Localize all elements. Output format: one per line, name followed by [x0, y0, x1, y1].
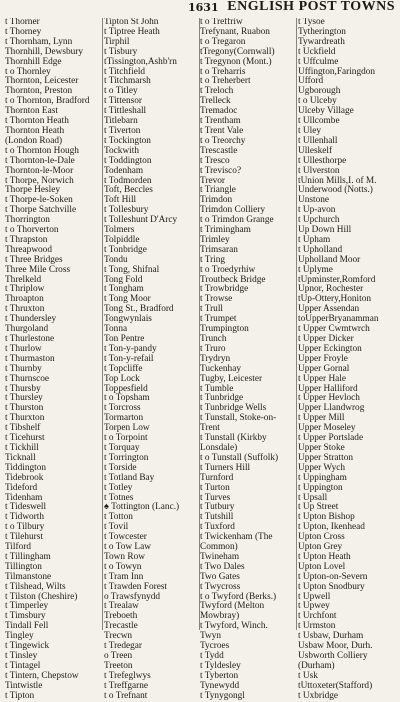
town-entry: t Upper Dicker [298, 334, 354, 344]
town-entry: Thornton-le-Moor [5, 165, 74, 176]
town-entry: t Ton-y-refail [104, 353, 154, 364]
town-entry: Trimdon [200, 195, 233, 206]
town-entry: t Twyford, Winch. [200, 621, 268, 632]
town-entry: t Urmston [298, 621, 336, 632]
town-entry: t Upper Portslade [298, 433, 364, 444]
town-entry: Upper Moseley [298, 423, 356, 434]
town-entry: Tremadoc [200, 106, 238, 117]
town-entry: t Torcross [104, 403, 141, 414]
town-entry: t Ullenhall [298, 135, 338, 146]
town-entry: t Tillingham [5, 551, 51, 562]
town-entry: Trumpington [200, 324, 249, 335]
town-column-1 [5, 18, 104, 702]
town-entry: t Upton Snodbury [298, 581, 365, 592]
town-entry: Torpen Low [104, 423, 150, 434]
town-entry: Top Lock [104, 373, 140, 384]
town-entry: t Thundersley [5, 314, 57, 325]
town-entry: Upper Stoke [298, 442, 345, 453]
town-entry: t Upsall [298, 492, 328, 503]
town-entry: t Tovil [104, 522, 129, 533]
town-entry: Tongwynlais [104, 314, 152, 325]
town-entry: t Upwey [298, 601, 330, 612]
town-entry: Toft Hill [104, 195, 137, 206]
town-entry: Todenham [104, 165, 144, 176]
town-entry: Upper Wych [298, 462, 346, 473]
town-entry: Upton Cross [298, 532, 345, 543]
town-entry: Tolmers [104, 225, 135, 236]
town-entry: t Thorney [5, 26, 42, 37]
town-entry: Ugborough [298, 86, 341, 97]
town-entry: t Tintagel [5, 660, 41, 671]
town-entry: t Uppington [298, 482, 343, 493]
town-entry: t Trowse [200, 294, 233, 305]
town-entry: Common) [200, 542, 238, 553]
town-entry: t Thorner [5, 18, 40, 27]
town-entry: Thornton East [5, 106, 58, 117]
town-entry: t Thurnby [5, 363, 42, 374]
town-entry: Thornhill, Dewsbury [5, 46, 83, 57]
town-entry: Trunch [200, 334, 227, 344]
town-entry: t Thornham, Lynn [5, 36, 73, 47]
town-entry: t Thurlestone [5, 334, 55, 344]
town-entry: t Trimingham [200, 225, 251, 236]
town-entry: Thorrington [5, 215, 50, 226]
town-entry: t Trull [200, 304, 224, 315]
town-entry: t Ullcombe [298, 116, 340, 127]
town-entry: t Uxbridge [298, 690, 339, 701]
town-entry: Three Mile Cross [5, 264, 71, 275]
town-entry: Tockwith [104, 145, 139, 156]
town-entry: Upnor, Rochester [298, 284, 364, 295]
town-entry: t Tilston (Cheshire) [5, 591, 78, 602]
town-entry: t o Treorchy [200, 135, 246, 146]
town-entry: t Tiverton [104, 125, 141, 136]
town-entry: t o Torpoint [104, 433, 148, 444]
town-entry: o Trawsfynydd [104, 591, 161, 602]
town-entry: Tiddington [5, 462, 46, 473]
town-entry: t Totland Bay [104, 472, 155, 483]
town-entry: t Upholland [298, 244, 343, 255]
town-entry: t Uckfield [298, 46, 336, 57]
town-entry: t Upper Hevloch [298, 393, 360, 404]
town-entry: t Tickhill [5, 442, 39, 453]
town-entry: Upper Froyle [298, 353, 348, 364]
town-entry: t Up-avon [298, 205, 336, 216]
town-entry: t Tunbridge [200, 393, 244, 404]
town-entry: Uffington,Faringdon [298, 66, 376, 77]
town-entry: t o Thornley [5, 66, 51, 77]
town-entry: t o Troedyrhiw [200, 264, 256, 275]
town-entry: t Thursley [5, 393, 43, 404]
town-entry: Mowbray) [200, 611, 240, 622]
town-entry: Tipton St John [104, 18, 159, 27]
town-entry: t Tongham [104, 284, 144, 295]
town-entry: Ulleskelf [298, 145, 333, 156]
town-entry: Tidebrook [5, 472, 44, 483]
town-entry: t Upham [298, 234, 331, 245]
town-entry: o Treen [104, 651, 133, 661]
town-entry: Tonna [104, 324, 128, 335]
town-entry: Throapton [5, 294, 44, 305]
town-entry: (Durham) [298, 660, 335, 671]
town-entry: t Treloch [200, 86, 234, 97]
town-entry: t Uplyme [298, 264, 333, 275]
town-entry: t Tinsley [5, 651, 38, 661]
town-entry: t Uppingham [298, 472, 347, 483]
town-entry: t Three Bridges [5, 254, 63, 265]
town-entry: t Tiptree Heath [104, 26, 160, 37]
town-entry: t Upton Heath [298, 551, 351, 562]
town-entry: Trefynant, Ruabon [200, 26, 270, 37]
town-entry: t Totnes [104, 492, 134, 503]
town-entry: t Tockington [104, 135, 151, 146]
town-entry: Up Down Hill [298, 225, 352, 236]
town-entry: t Trawden Forest [104, 581, 168, 592]
town-entry: t Up Street [298, 502, 339, 513]
town-entry: t Turton [200, 482, 230, 493]
town-entry: t Upchurch [298, 215, 340, 226]
town-entry: Ton Pentre [104, 334, 145, 344]
town-entry: t Tidworth [5, 512, 45, 523]
town-entry: t Tong Moor [104, 294, 151, 305]
town-entry: t Upper Mill [298, 413, 345, 424]
town-entry: Thornton Heath [5, 125, 65, 136]
town-entry: Tideford [5, 482, 38, 493]
town-entry: t Tyldesley [200, 660, 241, 671]
town-entry: t Trowbridge [200, 284, 249, 295]
town-entry: t Tong, Shifnal [104, 264, 160, 275]
town-entry: Twyford (Melton [200, 601, 265, 612]
town-entry: t Thorpe, Norwich [5, 175, 74, 186]
town-entry: t Tysoe [298, 18, 325, 27]
town-entry: Titlebarn [104, 116, 138, 127]
town-entry: t Upton-on-Severn [298, 571, 368, 582]
town-entry: t Tilshead, Wilts [5, 581, 66, 592]
town-entry: Treeton [104, 660, 133, 671]
town-entry: Twyn [200, 631, 222, 642]
town-entry: t Tunbridge Wells [200, 403, 267, 414]
town-entry: t o Tow Law [104, 542, 151, 553]
town-entry: t o Tilbury [5, 522, 45, 533]
town-column-2 [104, 18, 199, 702]
town-entry: t Thruxton [5, 304, 45, 315]
town-entry: Upper Llandwrog [298, 403, 365, 414]
town-entry: Trescastle [200, 145, 238, 156]
town-entry: Threlkeld [5, 274, 42, 285]
town-entry: t Trumpet [200, 314, 237, 325]
town-entry: t Timsbury [5, 611, 46, 622]
town-entry: Threapwood [5, 244, 52, 255]
town-entry: t Tynygongl [200, 690, 245, 701]
town-entry: t Tipton [5, 690, 35, 701]
town-entry: t Tring [200, 254, 226, 265]
town-entry: t Todmorden [104, 175, 152, 186]
town-entry: Toppesfield [104, 383, 148, 394]
town-entry: Thornton, Preston [5, 86, 73, 97]
town-entry: t Uley [298, 125, 321, 136]
town-entry: t Tutshill [200, 512, 234, 523]
town-entry: t Ticehurst [5, 433, 45, 444]
town-entry: t Towcester [104, 532, 147, 543]
town-entry: Turnford [200, 472, 234, 483]
town-column-3 [200, 18, 297, 702]
town-entry: t Tisbury [104, 46, 138, 57]
town-entry: t Upwell [298, 591, 331, 602]
town-entry: Trimdon Colliery [200, 205, 266, 216]
town-entry: Twineham [200, 551, 240, 562]
town-entry: t Tingewick [5, 641, 50, 652]
town-entry: t Titchfield [104, 66, 146, 77]
town-entry: (London Road) [5, 135, 63, 146]
town-entry: t Thurxton [5, 413, 45, 424]
town-entry: Trecastle [104, 621, 138, 632]
town-entry: t Topcliffe [104, 363, 143, 374]
town-entry: t Twickenham (The [200, 532, 273, 543]
page-number: 1631 [188, 1, 219, 14]
town-entry: t Thriplow [5, 284, 45, 295]
town-entry: Thurgoland [5, 324, 49, 335]
town-entry: t Urchfont [298, 611, 337, 622]
town-entry: t Two Dales [200, 561, 245, 572]
town-entry: t Turves [200, 492, 231, 503]
town-entry: t Tideswell [5, 502, 47, 513]
town-entry: t o Thorverton [5, 225, 59, 236]
town-entry: t Torquay [104, 442, 140, 453]
town-entry: t Tibshelf [5, 423, 41, 434]
town-entry: t Treffgarne [104, 680, 148, 691]
town-entry: Usbaw Moor, Durh. [298, 641, 373, 652]
town-entry: Upper Assendan [298, 304, 360, 315]
town-entry: t Tydd [200, 651, 224, 661]
town-entry: Underwood (Notts.) [298, 185, 373, 196]
town-entry: t Upton Bishop [298, 512, 355, 523]
town-entry: Trent [200, 423, 220, 434]
town-entry: tUpminster,Romford [298, 274, 376, 285]
town-entry: t Thorpe Satchville [5, 205, 77, 216]
town-entry: t Tittleshall [104, 106, 147, 117]
town-entry: Trevor [200, 175, 225, 186]
town-entry: t Thornton-le-Dale [5, 155, 75, 166]
town-entry: t o Treherbert [200, 76, 251, 87]
town-entry: t o Tregaron [200, 36, 246, 47]
town-entry: Trimley [200, 234, 230, 245]
town-entry: Upton Lovel [298, 561, 346, 572]
town-entry: Trimsaran [200, 244, 238, 255]
town-entry: t o Topsham [104, 393, 150, 404]
town-entry: Usbworth Colliery [298, 651, 368, 661]
town-entry: Tintwistle [5, 680, 43, 691]
town-entry: t Totton [104, 512, 133, 523]
town-entry: Upton Grey [298, 542, 343, 553]
town-entry: Tormarton [104, 413, 144, 424]
town-entry: Trecwn [104, 631, 133, 642]
town-entry: Tillington [5, 561, 42, 572]
town-entry: Tingley [5, 631, 34, 642]
town-entry: Upper Stratton [298, 452, 353, 463]
town-entry: t o Thornton Hough [5, 145, 79, 156]
town-entry: t Tresco [200, 155, 230, 166]
town-entry: ♠ Tottington (Lanc.) [104, 502, 180, 513]
town-entry: t Tutbury [200, 502, 235, 513]
town-entry: t Trentham [200, 116, 241, 127]
town-entry: t Trevisco? [200, 165, 242, 176]
town-entry: Tidenham [5, 492, 43, 503]
town-entry: Tilmanstone [5, 571, 52, 582]
town-entry: t Usbaw, Durham [298, 631, 364, 642]
town-entry: t Tregynon (Mont.) [200, 56, 272, 67]
town-entry: Two Gates [200, 571, 240, 582]
town-entry: Trelleck [200, 96, 231, 107]
town-entry: t Tuxford [200, 522, 235, 533]
town-entry: t Truro [200, 343, 226, 354]
town-entry: t Thurmaston [5, 353, 55, 364]
town-entry: t Uffculme [298, 56, 339, 67]
town-entry: t o Ulceby [298, 96, 337, 107]
town-entry: t Tonbridge [104, 244, 147, 255]
town-entry: t o Treharris [200, 66, 246, 77]
town-entry: t Thrapston [5, 234, 48, 245]
page-title: ENGLISH POST TOWNS [227, 0, 395, 14]
town-entry: t Trealaw [104, 601, 139, 612]
town-entry: t Ton-y-pandy [104, 343, 157, 354]
town-entry: t Upper Hale [298, 373, 347, 384]
town-entry: Tugby, Leicester [200, 373, 263, 384]
town-entry: t o Thornton, Bradford [5, 96, 90, 107]
town-entry: Tirphil [104, 36, 130, 47]
town-entry: t o Trimdon Grange [200, 215, 274, 226]
town-entry: Thorpe Hesley [5, 185, 60, 196]
town-entry: t Twycross [200, 581, 241, 592]
town-entry: Tywardreath [298, 36, 345, 47]
town-entry: t o Twyford (Berks.) [200, 591, 277, 602]
town-entry: Upper Halliford [298, 383, 358, 394]
town-entry: Tilford [5, 542, 32, 553]
town-entry: Upholland Moor [298, 254, 361, 265]
town-entry: Thornton, Leicester [5, 76, 79, 87]
town-entry: Treboeth [104, 611, 138, 622]
town-entry: tUttoxeter(Stafford) [298, 680, 373, 691]
town-entry: t Upton, Ikenhead [298, 522, 365, 533]
town-entry: Upper Eckington [298, 343, 362, 354]
town-entry: Tytherington [298, 26, 346, 37]
town-entry: tUnion Mills,I. of M. [298, 175, 377, 186]
town-entry: Toft, Beccles [104, 185, 153, 196]
town-entry: Thornhill Edge [5, 56, 62, 67]
town-entry: t Tittensor [104, 96, 142, 107]
town-entry: Tong St., Bradford [104, 304, 174, 315]
town-entry: t Upper Cwmtwrch [298, 324, 370, 335]
town-entry: Ufford [298, 76, 324, 87]
town-entry: Tindall Fell [5, 621, 49, 632]
town-entry: Tycroes [200, 641, 230, 652]
town-entry: Upper Gornal [298, 363, 350, 374]
town-entry: t Totley [104, 482, 133, 493]
town-entry: t Triangle [200, 185, 236, 196]
town-entry: t Torrington [104, 452, 149, 463]
town-entry: Ulceby Village [298, 106, 354, 117]
town-entry: Lonsdale) [200, 442, 238, 453]
town-entry: t Tollesbury [104, 205, 149, 216]
town-entry: Ticknall [5, 452, 36, 463]
town-entry: t Tram Inn [104, 571, 144, 582]
page-header [0, 0, 400, 18]
town-entry: t o Titley [104, 86, 138, 97]
town-entry: t Usk [298, 670, 318, 681]
town-entry: t Ulverston [298, 165, 340, 176]
town-entry: t Ullesthorpe [298, 155, 347, 166]
town-entry: t o Treffriw [200, 18, 243, 27]
town-entry: Tynewydd [200, 680, 240, 691]
town-entry: t Thursby [5, 383, 41, 394]
town-entry: t Tumble [200, 383, 234, 394]
town-entry: t Thorpe-le-Soken [5, 195, 73, 206]
town-entry: t Tintern, Chepstow [5, 670, 79, 681]
town-entry: t o Trefnant [104, 690, 148, 701]
town-entry: t o Towyn [104, 561, 142, 572]
town-entry: t o Tunstall (Suffolk) [200, 452, 279, 463]
town-entry: tTregony(Cornwall) [200, 46, 275, 57]
town-entry: t Timperley [5, 601, 49, 612]
town-entry: tUp-Ottery,Honiton [298, 294, 371, 305]
town-entry: t Thurlow [5, 343, 42, 354]
town-entry: t Thornton Heath [5, 116, 69, 127]
town-entry: t Tunstall, Stoke-on- [200, 413, 277, 424]
town-entry: Tong Fold [104, 274, 143, 285]
town-entry: t Torside [104, 462, 137, 473]
town-entry: t Tyberton [200, 670, 239, 681]
town-entry: t Tilehurst [5, 532, 43, 543]
town-entry: t Trent Vale [200, 125, 244, 136]
town-entry: Troutbeck Bridge [200, 274, 266, 285]
town-entry: t Turners Hill [200, 462, 251, 473]
town-entry: t Tolleshunt D'Arcy [104, 215, 178, 226]
town-entry: t Thurnscoe [5, 373, 49, 384]
town-entry: Tolpiddle [104, 234, 140, 245]
town-entry: t Tredegar [104, 641, 142, 652]
town-entry: Town Row [104, 551, 145, 562]
town-entry: t Trefeglwys [104, 670, 151, 681]
town-entry: t Toddington [104, 155, 152, 166]
town-entry: Tondu [104, 254, 128, 265]
town-entry: toUpperBryanamman [298, 314, 379, 325]
town-column-4 [298, 18, 399, 702]
town-entry: Tuckenhay [200, 363, 241, 374]
town-entry: Trydryn [200, 353, 231, 364]
town-entry: Unstone [298, 195, 329, 206]
town-entry: t Tunstall (Kirkby [200, 433, 267, 444]
town-entry: t Thurston [5, 403, 44, 414]
town-entry: tTissington,Ashb'rn [104, 56, 177, 67]
town-entry: t Titchmarsh [104, 76, 151, 87]
